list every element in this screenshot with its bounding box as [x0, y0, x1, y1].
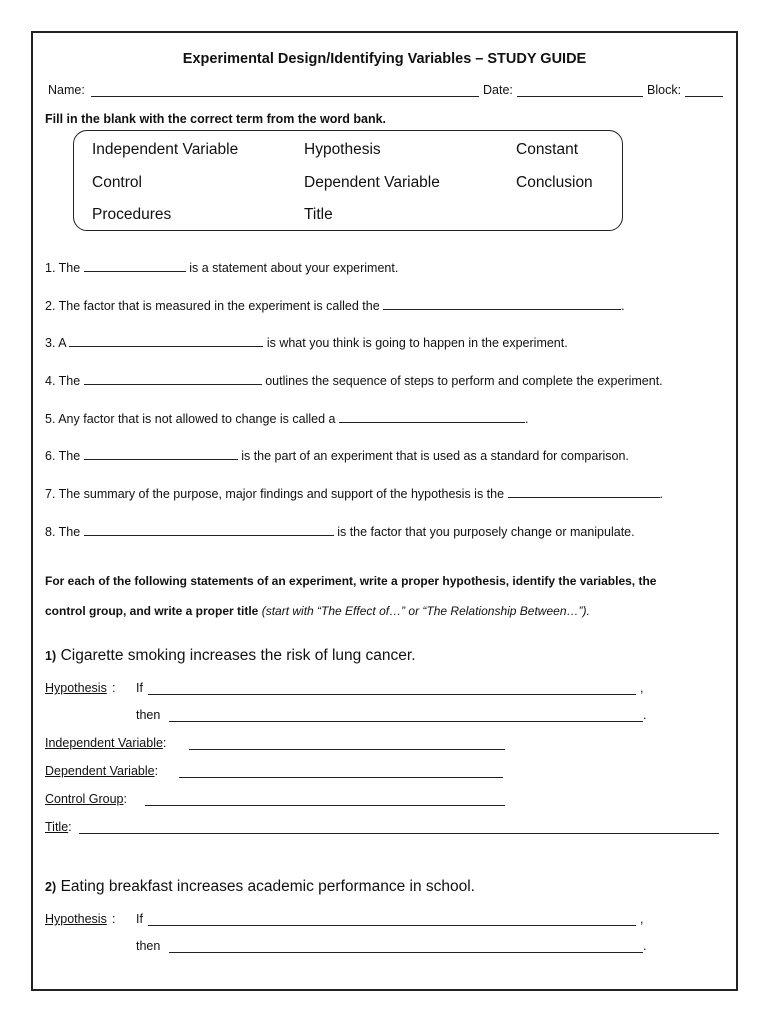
question-text: 3. A [45, 336, 66, 350]
item-number: 1) [45, 649, 57, 663]
hypothesis-label: Hypothesis [45, 912, 107, 926]
instructions: Fill in the blank with the correct term from the word bank. [45, 112, 387, 126]
question-text: 4. The [45, 374, 81, 388]
title-label: Title [45, 820, 69, 834]
then-label: then [136, 939, 161, 953]
question-text: is what you think is going to happen in the experiment. [266, 336, 568, 350]
section2-bold-text: control group, and write a proper title [45, 604, 259, 618]
colon: : [68, 820, 72, 834]
hypothesis-label: Hypothesis [45, 681, 107, 695]
block-label: Block: [647, 83, 682, 97]
answer-blank[interactable] [84, 259, 186, 272]
question-3 [45, 334, 568, 350]
question-8 [45, 523, 635, 539]
page-title: Experimental Design/Identifying Variables – STUDY GUIDE [182, 51, 587, 67]
hypothesis-then-field[interactable] [169, 721, 643, 722]
date-field[interactable] [517, 96, 643, 97]
if-label: If [136, 912, 143, 926]
question-text: . [659, 487, 664, 501]
colon: : [154, 764, 159, 778]
if-label: If [136, 681, 143, 695]
control-group-label: Control Group [45, 792, 124, 806]
answer-blank[interactable] [84, 447, 238, 460]
question-text: is a statement about your experiment. [189, 261, 399, 275]
question-text: . [524, 412, 529, 426]
answer-blank[interactable] [339, 410, 525, 423]
control-group-field[interactable] [145, 805, 505, 806]
item-statement: Eating breakfast increases academic performance in school. [60, 878, 475, 895]
independent-variable-row [45, 736, 166, 750]
question-text: 8. The [45, 525, 81, 539]
dependent-variable-row [45, 764, 158, 778]
control-group-row [45, 792, 127, 806]
hypothesis-colon: : [112, 912, 116, 926]
item-1-statement [45, 647, 416, 665]
question-text: 7. The summary of the purpose, major findings and support of the hypothesis is the [45, 487, 505, 501]
answer-blank[interactable] [508, 485, 660, 498]
hypothesis-if-field[interactable] [148, 694, 636, 695]
period: . [643, 939, 647, 953]
word-bank-term: Dependent Variable [304, 174, 440, 191]
section2-italic-text: (start with “The Effect of…” or “The Relationship Between…”). [261, 604, 590, 618]
word-bank-term: Title [304, 206, 333, 223]
word-bank-term: Independent Variable [92, 141, 239, 158]
word-bank [73, 130, 623, 231]
question-text: is the part of an experiment that is used as a standard for comparison. [241, 449, 629, 463]
title-field[interactable] [79, 833, 719, 834]
answer-blank[interactable] [84, 523, 334, 536]
question-5 [45, 410, 528, 426]
independent-variable-field[interactable] [189, 749, 505, 750]
hypothesis-then-field[interactable] [169, 952, 643, 953]
question-text: outlines the sequence of steps to perform and complete the experiment. [265, 374, 663, 388]
question-1 [45, 259, 398, 275]
dependent-variable-field[interactable] [179, 777, 503, 778]
comma: , [640, 912, 644, 926]
word-bank-term: Control [92, 174, 142, 191]
question-2 [45, 297, 625, 313]
question-text: 1. The [45, 261, 81, 275]
block-field[interactable] [685, 96, 723, 97]
item-statement: Cigarette smoking increases the risk of lung cancer. [60, 647, 416, 664]
section2-instructions-line2 [45, 604, 590, 618]
worksheet-page [31, 31, 738, 991]
word-bank-term: Constant [516, 141, 579, 158]
hypothesis-colon: : [112, 681, 116, 695]
hypothesis-if-field[interactable] [148, 925, 636, 926]
title-row [45, 820, 72, 834]
comma: , [640, 681, 644, 695]
dependent-variable-label: Dependent Variable [45, 764, 155, 778]
date-label: Date: [483, 83, 513, 97]
question-7 [45, 485, 663, 501]
name-label: Name: [48, 83, 85, 97]
colon: : [123, 792, 127, 806]
question-text: . [621, 299, 625, 313]
answer-blank[interactable] [69, 334, 263, 347]
word-bank-term: Procedures [92, 206, 172, 223]
independent-variable-label: Independent Variable [45, 736, 163, 750]
answer-blank[interactable] [84, 372, 262, 385]
word-bank-term: Hypothesis [304, 141, 381, 158]
question-6 [45, 447, 629, 463]
colon: : [162, 736, 167, 750]
question-4 [45, 372, 663, 388]
answer-blank[interactable] [383, 297, 621, 310]
question-text: 5. Any factor that is not allowed to change is called a [45, 412, 336, 426]
item-2-statement [45, 878, 475, 896]
then-label: then [136, 708, 161, 722]
question-text: is the factor that you purposely change or manipulate. [337, 525, 635, 539]
question-text: 6. The [45, 449, 81, 463]
section2-instructions-line1: For each of the following statements of an experiment, write a proper hypothesis, identify the variables, the [45, 574, 657, 588]
name-field[interactable] [91, 96, 479, 97]
item-number: 2) [45, 880, 57, 894]
period: . [643, 708, 647, 722]
word-bank-term: Conclusion [516, 174, 593, 191]
question-text: 2. The factor that is measured in the experiment is called the [45, 299, 380, 313]
